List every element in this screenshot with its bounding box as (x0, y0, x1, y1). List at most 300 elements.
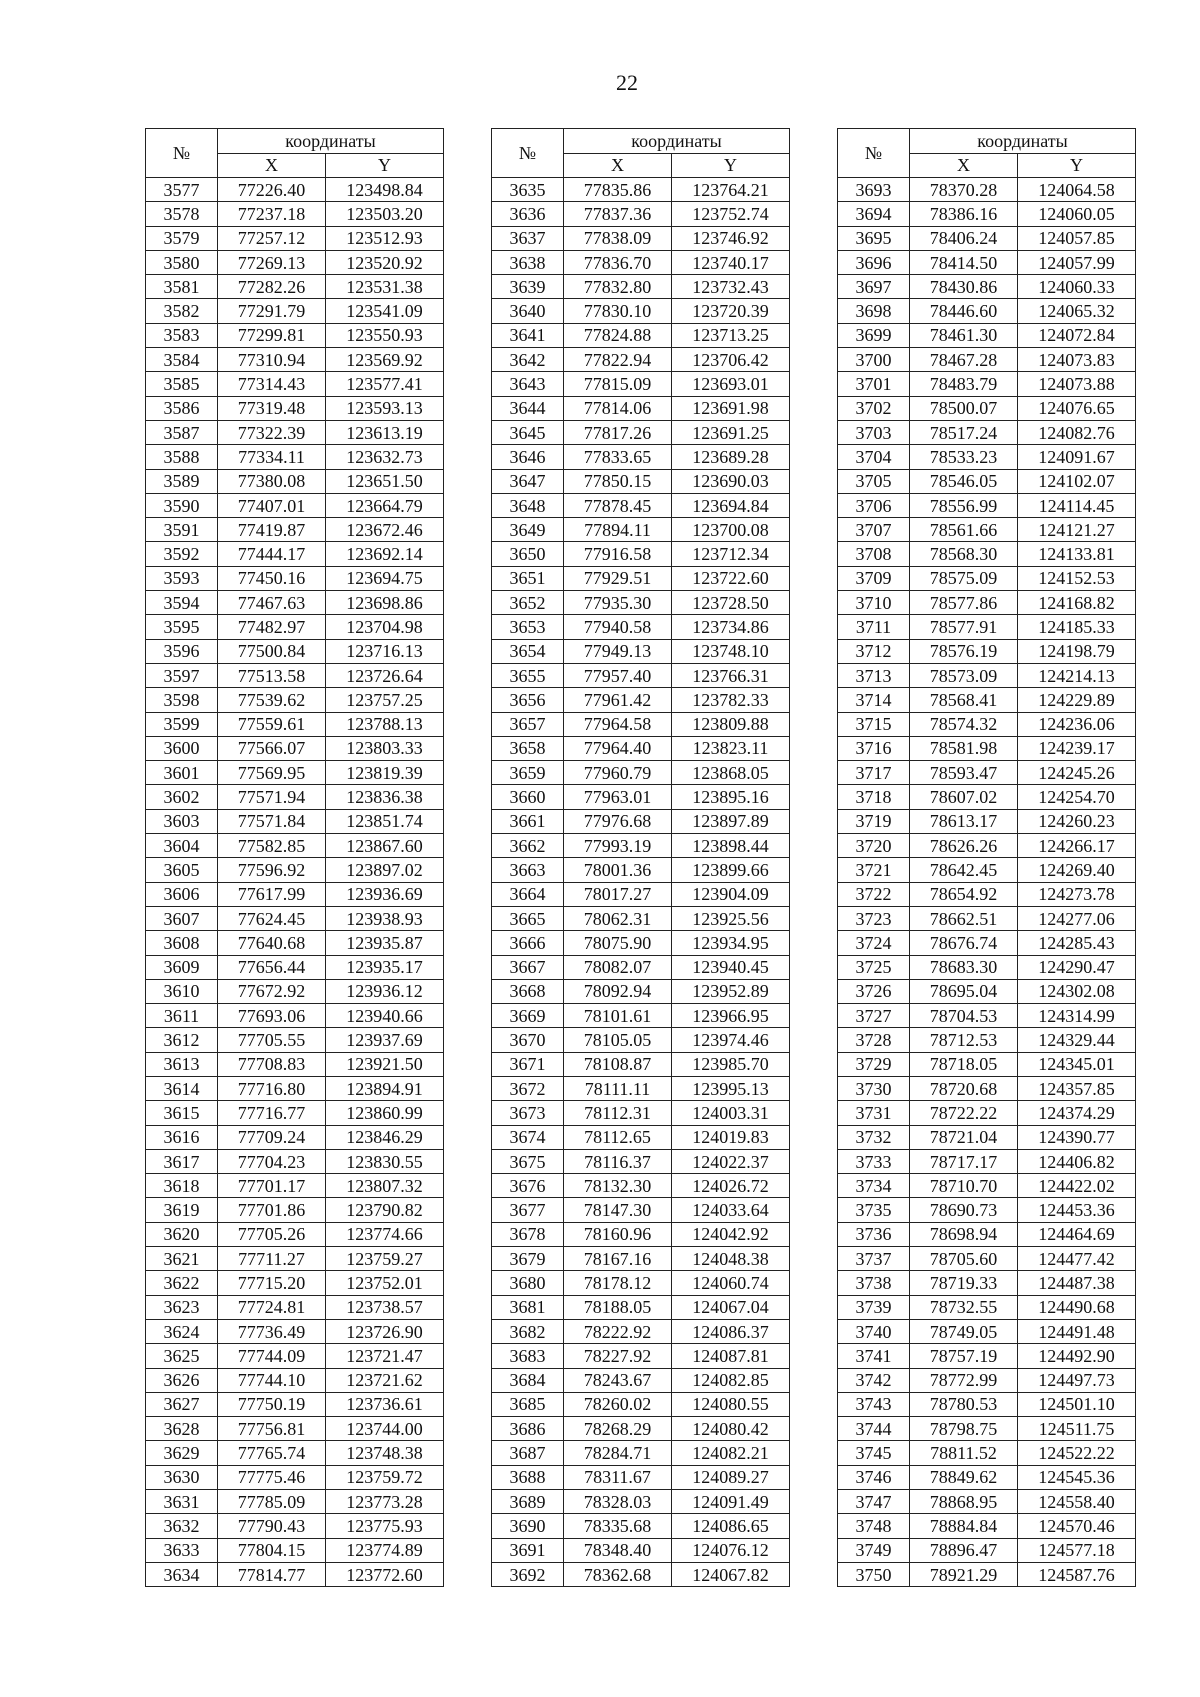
table-row (492, 688, 790, 712)
coord-y: 123775.93 (326, 1514, 444, 1538)
table-row (838, 591, 1136, 615)
point-number: 3591 (146, 518, 218, 542)
coord-y: 124073.83 (1018, 348, 1136, 372)
coord-x: 77949.13 (564, 639, 672, 663)
coord-x: 77836.70 (564, 250, 672, 274)
point-number: 3594 (146, 591, 218, 615)
coord-x: 78642.45 (910, 858, 1018, 882)
table-row (838, 1514, 1136, 1538)
coord-y: 123952.89 (672, 979, 790, 1003)
coord-y: 124545.36 (1018, 1465, 1136, 1489)
coord-y: 123748.38 (326, 1441, 444, 1465)
coord-x: 78577.86 (910, 591, 1018, 615)
point-number: 3714 (838, 688, 910, 712)
coord-x: 77407.01 (218, 493, 326, 517)
header-y: Y (672, 153, 790, 178)
point-number: 3706 (838, 493, 910, 517)
point-number: 3740 (838, 1319, 910, 1343)
table-row (146, 639, 444, 663)
point-number: 3693 (838, 178, 910, 202)
point-number: 3599 (146, 712, 218, 736)
coord-x: 77482.97 (218, 615, 326, 639)
point-number: 3604 (146, 834, 218, 858)
coord-y: 124060.33 (1018, 275, 1136, 299)
coord-x: 77444.17 (218, 542, 326, 566)
table-row (492, 1538, 790, 1562)
point-number: 3648 (492, 493, 564, 517)
point-number: 3727 (838, 1004, 910, 1028)
coord-x: 77804.15 (218, 1538, 326, 1562)
coord-x: 78574.32 (910, 712, 1018, 736)
coord-y: 123803.33 (326, 736, 444, 760)
coord-x: 78720.68 (910, 1076, 1018, 1100)
table-row (838, 1490, 1136, 1514)
coord-y: 123940.45 (672, 955, 790, 979)
coord-y: 123868.05 (672, 761, 790, 785)
point-number: 3713 (838, 663, 910, 687)
point-number: 3735 (838, 1198, 910, 1222)
table-body (492, 178, 790, 1587)
point-number: 3726 (838, 979, 910, 1003)
table-row (838, 663, 1136, 687)
point-number: 3643 (492, 372, 564, 396)
coord-x: 78721.04 (910, 1125, 1018, 1149)
coord-y: 123836.38 (326, 785, 444, 809)
coord-y: 123934.95 (672, 931, 790, 955)
coord-y: 123809.88 (672, 712, 790, 736)
coord-y: 124080.42 (672, 1417, 790, 1441)
point-number: 3720 (838, 834, 910, 858)
header-x: X (910, 153, 1018, 178)
header-coordinates: координаты (218, 129, 444, 154)
point-number: 3743 (838, 1392, 910, 1416)
point-number: 3579 (146, 226, 218, 250)
table-row (492, 1101, 790, 1125)
point-number: 3709 (838, 566, 910, 590)
coord-x: 77756.81 (218, 1417, 326, 1441)
coord-y: 123790.82 (326, 1198, 444, 1222)
point-number: 3663 (492, 858, 564, 882)
coord-y: 124277.06 (1018, 906, 1136, 930)
coord-y: 123766.31 (672, 663, 790, 687)
table-row (838, 1004, 1136, 1028)
point-number: 3724 (838, 931, 910, 955)
coord-y: 124302.08 (1018, 979, 1136, 1003)
point-number: 3742 (838, 1368, 910, 1392)
point-number: 3613 (146, 1052, 218, 1076)
coord-x: 78105.05 (564, 1028, 672, 1052)
table-row (146, 785, 444, 809)
coord-y: 124003.31 (672, 1101, 790, 1125)
coord-y: 124102.07 (1018, 469, 1136, 493)
point-number: 3633 (146, 1538, 218, 1562)
coord-x: 78222.92 (564, 1319, 672, 1343)
coord-x: 77299.81 (218, 323, 326, 347)
table-row (838, 858, 1136, 882)
point-number: 3592 (146, 542, 218, 566)
coord-x: 78111.11 (564, 1076, 672, 1100)
point-number: 3708 (838, 542, 910, 566)
coord-x: 77701.17 (218, 1174, 326, 1198)
coord-x: 77833.65 (564, 445, 672, 469)
table-row (492, 323, 790, 347)
point-number: 3690 (492, 1514, 564, 1538)
coord-x: 78414.50 (910, 250, 1018, 274)
coord-x: 77750.19 (218, 1392, 326, 1416)
coord-y: 124168.82 (1018, 591, 1136, 615)
point-number: 3741 (838, 1344, 910, 1368)
coord-x: 77744.09 (218, 1344, 326, 1368)
table-row (146, 469, 444, 493)
point-number: 3647 (492, 469, 564, 493)
table-row (146, 688, 444, 712)
table-row (838, 1174, 1136, 1198)
point-number: 3588 (146, 445, 218, 469)
point-number: 3716 (838, 736, 910, 760)
table-row (492, 299, 790, 323)
coord-y: 124236.06 (1018, 712, 1136, 736)
table-row (146, 1198, 444, 1222)
coord-x: 78749.05 (910, 1319, 1018, 1343)
point-number: 3723 (838, 906, 910, 930)
coord-x: 78683.30 (910, 955, 1018, 979)
point-number: 3601 (146, 761, 218, 785)
coord-x: 78718.05 (910, 1052, 1018, 1076)
table-row (146, 979, 444, 1003)
coord-y: 124073.88 (1018, 372, 1136, 396)
coord-x: 77822.94 (564, 348, 672, 372)
point-number: 3696 (838, 250, 910, 274)
table-row (492, 882, 790, 906)
table-row (492, 1198, 790, 1222)
table-row (838, 1441, 1136, 1465)
coord-y: 123569.92 (326, 348, 444, 372)
coord-y: 123550.93 (326, 323, 444, 347)
coord-y: 123974.46 (672, 1028, 790, 1052)
coord-x: 78896.47 (910, 1538, 1018, 1562)
table-row (146, 1076, 444, 1100)
coord-y: 124057.99 (1018, 250, 1136, 274)
table-row (492, 1319, 790, 1343)
coord-x: 77957.40 (564, 663, 672, 687)
table-row (146, 1149, 444, 1173)
point-number: 3661 (492, 809, 564, 833)
point-number: 3620 (146, 1222, 218, 1246)
table-row (492, 809, 790, 833)
coord-x: 78690.73 (910, 1198, 1018, 1222)
coord-x: 78849.62 (910, 1465, 1018, 1489)
table-row (146, 299, 444, 323)
coord-x: 77380.08 (218, 469, 326, 493)
coord-y: 123593.13 (326, 396, 444, 420)
coord-x: 77282.26 (218, 275, 326, 299)
coord-y: 124214.13 (1018, 663, 1136, 687)
coord-y: 124198.79 (1018, 639, 1136, 663)
point-number: 3729 (838, 1052, 910, 1076)
coord-y: 123720.39 (672, 299, 790, 323)
table-row (838, 348, 1136, 372)
coord-y: 124497.73 (1018, 1368, 1136, 1392)
coord-y: 123940.66 (326, 1004, 444, 1028)
point-number: 3746 (838, 1465, 910, 1489)
point-number: 3688 (492, 1465, 564, 1489)
coord-y: 124254.70 (1018, 785, 1136, 809)
header-x: X (564, 153, 672, 178)
table-row (838, 323, 1136, 347)
coord-x: 78101.61 (564, 1004, 672, 1028)
table-row (838, 931, 1136, 955)
coord-y: 123691.25 (672, 420, 790, 444)
point-number: 3586 (146, 396, 218, 420)
table-row (838, 202, 1136, 226)
table-row (838, 542, 1136, 566)
point-number: 3632 (146, 1514, 218, 1538)
point-number: 3717 (838, 761, 910, 785)
point-number: 3676 (492, 1174, 564, 1198)
table-row (146, 615, 444, 639)
table-row (146, 931, 444, 955)
table-row (492, 396, 790, 420)
coord-y: 123712.34 (672, 542, 790, 566)
coord-y: 123692.14 (326, 542, 444, 566)
point-number: 3692 (492, 1562, 564, 1586)
coord-y: 124570.46 (1018, 1514, 1136, 1538)
table-row (492, 566, 790, 590)
coord-y: 124022.37 (672, 1149, 790, 1173)
coord-y: 123746.92 (672, 226, 790, 250)
point-number: 3629 (146, 1441, 218, 1465)
table-row (492, 493, 790, 517)
coord-x: 77960.79 (564, 761, 672, 785)
coord-x: 78546.05 (910, 469, 1018, 493)
point-number: 3605 (146, 858, 218, 882)
coord-x: 77837.36 (564, 202, 672, 226)
table-row (492, 591, 790, 615)
coord-x: 78178.12 (564, 1271, 672, 1295)
coord-y: 124266.17 (1018, 834, 1136, 858)
coord-x: 77539.62 (218, 688, 326, 712)
coord-x: 77878.45 (564, 493, 672, 517)
coord-x: 77709.24 (218, 1125, 326, 1149)
coord-x: 77716.80 (218, 1076, 326, 1100)
coord-y: 124086.65 (672, 1514, 790, 1538)
table-row (146, 1125, 444, 1149)
point-number: 3634 (146, 1562, 218, 1586)
table-row (492, 712, 790, 736)
point-number: 3659 (492, 761, 564, 785)
coord-y: 123937.69 (326, 1028, 444, 1052)
coord-y: 123774.66 (326, 1222, 444, 1246)
table-row (492, 1004, 790, 1028)
coord-y: 124114.45 (1018, 493, 1136, 517)
coord-x: 77790.43 (218, 1514, 326, 1538)
point-number: 3662 (492, 834, 564, 858)
coord-x: 77708.83 (218, 1052, 326, 1076)
coord-y: 124057.85 (1018, 226, 1136, 250)
table-row (146, 955, 444, 979)
coord-x: 77693.06 (218, 1004, 326, 1028)
point-number: 3656 (492, 688, 564, 712)
coord-y: 123744.00 (326, 1417, 444, 1441)
table-row (838, 955, 1136, 979)
point-number: 3589 (146, 469, 218, 493)
coord-x: 78260.02 (564, 1392, 672, 1416)
coord-y: 123830.55 (326, 1149, 444, 1173)
point-number: 3635 (492, 178, 564, 202)
point-number: 3698 (838, 299, 910, 323)
header-number: № (838, 129, 910, 178)
point-number: 3654 (492, 639, 564, 663)
coord-x: 77961.42 (564, 688, 672, 712)
coord-y: 123693.01 (672, 372, 790, 396)
coord-x: 78780.53 (910, 1392, 1018, 1416)
point-number: 3636 (492, 202, 564, 226)
coord-x: 77785.09 (218, 1490, 326, 1514)
table-row (492, 420, 790, 444)
point-number: 3641 (492, 323, 564, 347)
coord-x: 78500.07 (910, 396, 1018, 420)
table-row (838, 1028, 1136, 1052)
table-row (838, 1125, 1136, 1149)
point-number: 3666 (492, 931, 564, 955)
table-row (146, 1004, 444, 1028)
table-row (838, 1101, 1136, 1125)
coord-x: 78467.28 (910, 348, 1018, 372)
table-row (492, 542, 790, 566)
coord-x: 78335.68 (564, 1514, 672, 1538)
coord-y: 123690.03 (672, 469, 790, 493)
table-row (146, 275, 444, 299)
point-number: 3707 (838, 518, 910, 542)
coord-x: 77237.18 (218, 202, 326, 226)
point-number: 3658 (492, 736, 564, 760)
coord-y: 124064.58 (1018, 178, 1136, 202)
coord-x: 77817.26 (564, 420, 672, 444)
table-row (492, 1271, 790, 1295)
coord-y: 123734.86 (672, 615, 790, 639)
coord-y: 124290.47 (1018, 955, 1136, 979)
table-row (146, 834, 444, 858)
coord-y: 123577.41 (326, 372, 444, 396)
table-row (492, 372, 790, 396)
table-row (838, 712, 1136, 736)
coord-x: 78446.60 (910, 299, 1018, 323)
coord-y: 124152.53 (1018, 566, 1136, 590)
coord-y: 123895.16 (672, 785, 790, 809)
coord-y: 123897.89 (672, 809, 790, 833)
point-number: 3695 (838, 226, 910, 250)
coord-x: 78533.23 (910, 445, 1018, 469)
table-row (838, 1149, 1136, 1173)
table-row (838, 420, 1136, 444)
coord-x: 77656.44 (218, 955, 326, 979)
coord-y: 124558.40 (1018, 1490, 1136, 1514)
point-number: 3583 (146, 323, 218, 347)
point-number: 3608 (146, 931, 218, 955)
table-row (492, 1514, 790, 1538)
coord-y: 123632.73 (326, 445, 444, 469)
coord-y: 123823.11 (672, 736, 790, 760)
coord-y: 124067.82 (672, 1562, 790, 1586)
header-coordinates: координаты (564, 129, 790, 154)
table-row (146, 1417, 444, 1441)
coord-x: 78268.29 (564, 1417, 672, 1441)
point-number: 3725 (838, 955, 910, 979)
coord-y: 123651.50 (326, 469, 444, 493)
coord-y: 123782.33 (672, 688, 790, 712)
point-number: 3581 (146, 275, 218, 299)
header-y: Y (326, 153, 444, 178)
coord-y: 124245.26 (1018, 761, 1136, 785)
table-row (146, 1344, 444, 1368)
coord-y: 123772.60 (326, 1562, 444, 1586)
coord-x: 77513.58 (218, 663, 326, 687)
table-row (146, 445, 444, 469)
coord-y: 124406.82 (1018, 1149, 1136, 1173)
point-number: 3612 (146, 1028, 218, 1052)
table-row (146, 542, 444, 566)
coord-y: 123740.17 (672, 250, 790, 274)
table-row (838, 372, 1136, 396)
coord-y: 123752.01 (326, 1271, 444, 1295)
coord-x: 78654.92 (910, 882, 1018, 906)
coord-y: 123713.25 (672, 323, 790, 347)
coord-x: 78772.99 (910, 1368, 1018, 1392)
table-row (838, 1247, 1136, 1271)
coord-x: 78626.26 (910, 834, 1018, 858)
coord-y: 123722.60 (672, 566, 790, 590)
coord-x: 77500.84 (218, 639, 326, 663)
coord-y: 123726.90 (326, 1319, 444, 1343)
table-row (838, 1222, 1136, 1246)
table-row (838, 809, 1136, 833)
point-number: 3582 (146, 299, 218, 323)
point-number: 3705 (838, 469, 910, 493)
table-row (838, 1052, 1136, 1076)
point-number: 3745 (838, 1441, 910, 1465)
table-row (146, 663, 444, 687)
point-number: 3682 (492, 1319, 564, 1343)
coord-y: 124042.92 (672, 1222, 790, 1246)
point-number: 3623 (146, 1295, 218, 1319)
coord-y: 123698.86 (326, 591, 444, 615)
table-row (838, 1344, 1136, 1368)
coord-x: 78386.16 (910, 202, 1018, 226)
table-row (146, 348, 444, 372)
coord-y: 124082.85 (672, 1368, 790, 1392)
coord-y: 124076.12 (672, 1538, 790, 1562)
coord-x: 78577.91 (910, 615, 1018, 639)
table-row (146, 396, 444, 420)
coord-y: 124501.10 (1018, 1392, 1136, 1416)
coord-x: 77291.79 (218, 299, 326, 323)
point-number: 3733 (838, 1149, 910, 1173)
coord-x: 78243.67 (564, 1368, 672, 1392)
table-row (146, 178, 444, 202)
coord-x: 77916.58 (564, 542, 672, 566)
coord-y: 124314.99 (1018, 1004, 1136, 1028)
table-row (838, 1271, 1136, 1295)
point-number: 3593 (146, 566, 218, 590)
coord-y: 124511.75 (1018, 1417, 1136, 1441)
table-row (492, 275, 790, 299)
point-number: 3668 (492, 979, 564, 1003)
point-number: 3665 (492, 906, 564, 930)
coord-y: 124033.64 (672, 1198, 790, 1222)
point-number: 3719 (838, 809, 910, 833)
table-row (838, 469, 1136, 493)
table-body (838, 178, 1136, 1587)
